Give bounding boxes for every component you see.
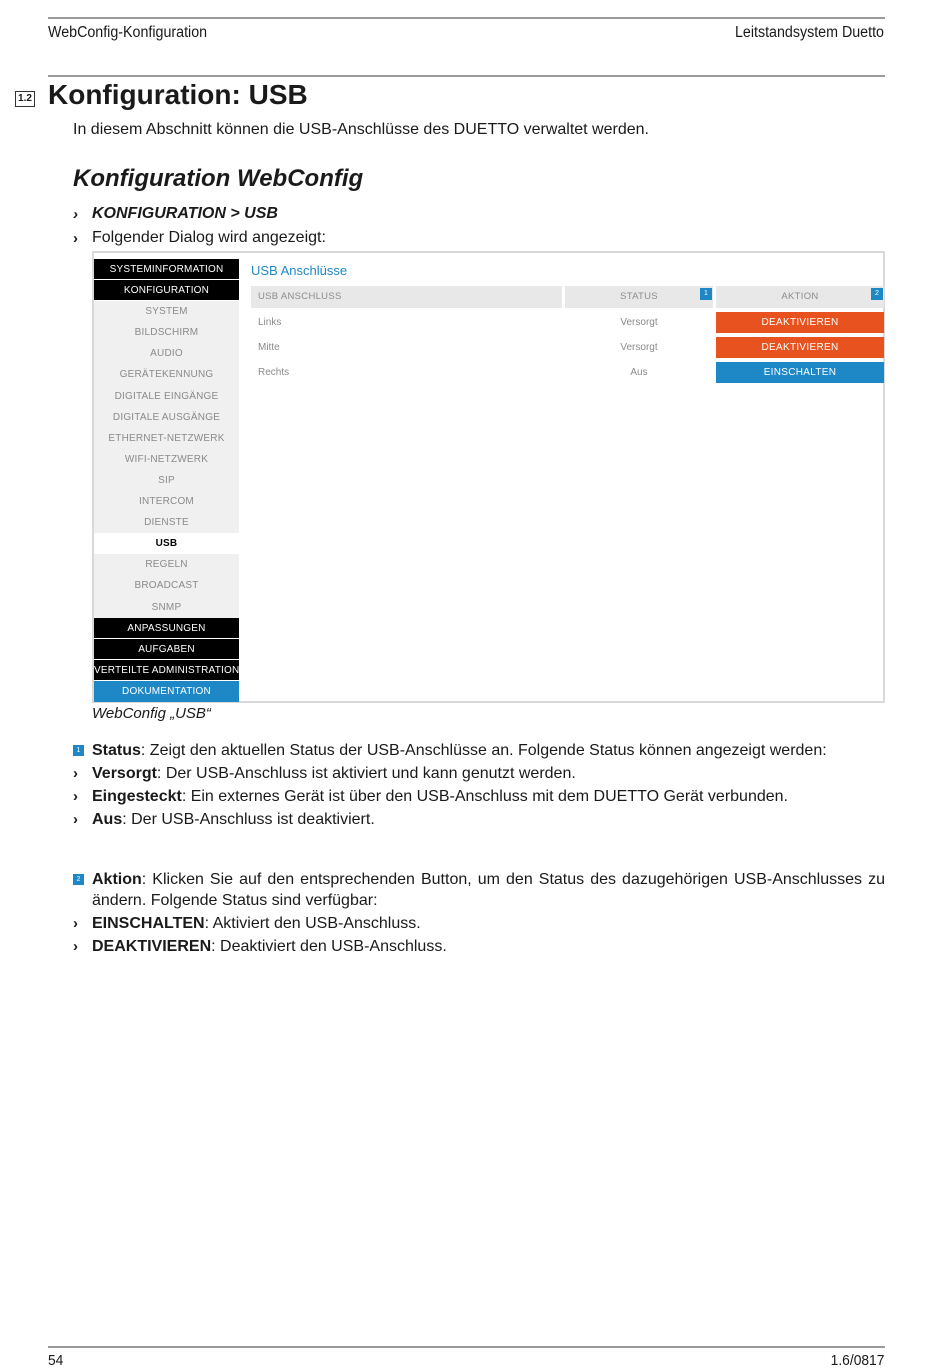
action-list (73, 913, 885, 957)
header-left: WebConfig-Konfiguration (48, 24, 208, 41)
list-item-desc: : Der USB-Anschluss ist deaktiviert. (122, 811, 375, 828)
usb-port-status: Versorgt (620, 317, 658, 328)
usb-table-body (251, 312, 884, 387)
list-item-desc: : Der USB-Anschluss ist aktiviert und kann genutzt werden. (156, 765, 576, 782)
list-item-term: EINSCHALTEN (92, 915, 205, 932)
sidebar-item-anpassungen[interactable]: ANPASSUNGEN (94, 618, 239, 639)
callout-badge-action: 2 (73, 874, 84, 885)
usb-port-status: Aus (630, 367, 648, 378)
usb-table (251, 286, 884, 387)
column-header-status: STATUS (565, 286, 713, 308)
document-version: 1.6/0817 (830, 1352, 884, 1369)
list-item-term: DEAKTIVIEREN (92, 938, 212, 955)
list-item-text (92, 936, 447, 957)
list-item-term: Eingesteckt (92, 788, 182, 805)
header-right: Leitstandsystem Duetto (734, 24, 884, 41)
sidebar-item-verteilte-administration[interactable]: VERTEILTE ADMINISTRATION (94, 660, 239, 681)
note-body: : Klicken Sie auf den entsprechenden Button, um den Status des dazugehörigen USB-Anschlusses zu ändern. Folgende Status sind verfügbar: (92, 871, 885, 909)
sidebar-item-digitale-ausgänge[interactable]: DIGITALE AUSGÄNGE (94, 407, 239, 428)
list-item-text (92, 809, 375, 830)
section-title: Konfiguration: USB (48, 79, 308, 110)
list-item-text (92, 913, 421, 934)
deaktivieren-button[interactable]: DEAKTIVIEREN (716, 337, 884, 358)
sidebar-item-audio[interactable]: AUDIO (94, 343, 239, 364)
usb-port-name: Links (258, 317, 282, 328)
step-navigation (73, 205, 278, 223)
chevron-right-icon: › (73, 788, 78, 805)
list-item (73, 809, 885, 830)
usb-port-name: Mitte (258, 342, 280, 353)
section-number: 1.2 (15, 91, 35, 107)
usb-port-name: Rechts (258, 367, 290, 378)
sidebar-item-sip[interactable]: SIP (94, 470, 239, 491)
note-action (73, 869, 885, 957)
usb-panel-title: USB Anschlüsse (251, 263, 348, 278)
note-body: : Zeigt den aktuellen Status der USB-Anschlüsse an. Folgende Status können angezeigt werden: (140, 742, 827, 759)
table-row (251, 312, 884, 337)
list-item-term: Versorgt (92, 765, 157, 782)
note-term: Status (92, 742, 141, 759)
sidebar-item-wifi-netzwerk[interactable]: WIFI-NETZWERK (94, 449, 239, 470)
list-item (73, 786, 885, 807)
usb-port-status: Versorgt (620, 342, 658, 353)
figure-caption: WebConfig „USB“ (92, 705, 211, 722)
webconfig-screenshot (92, 251, 885, 703)
list-item-term: Aus (92, 811, 123, 828)
status-list (73, 763, 885, 830)
sidebar-item-usb[interactable]: USB (94, 533, 239, 554)
note-action-text (92, 869, 885, 911)
footer-rule (48, 1346, 885, 1348)
list-item (73, 913, 885, 934)
sidebar-item-broadcast[interactable]: BROADCAST (94, 575, 239, 596)
chevron-right-icon: › (73, 811, 78, 828)
header-bottom-rule (48, 75, 885, 77)
note-status (73, 740, 885, 830)
sidebar-item-regeln[interactable]: REGELN (94, 554, 239, 575)
webconfig-content (251, 263, 883, 378)
usb-table-header (251, 286, 884, 308)
sidebar-item-digitale-eingänge[interactable]: DIGITALE EINGÄNGE (94, 386, 239, 407)
chevron-right-icon: › (73, 205, 78, 223)
sidebar-item-system[interactable]: SYSTEM (94, 301, 239, 322)
einschalten-button[interactable]: EINSCHALTEN (716, 362, 884, 383)
step-label: Folgender Dialog wird angezeigt: (92, 229, 326, 246)
deaktivieren-button[interactable]: DEAKTIVIEREN (716, 312, 884, 333)
list-item-text (92, 786, 788, 807)
chevron-right-icon: › (73, 938, 78, 955)
page-number: 54 (48, 1352, 64, 1369)
subsection-title: Konfiguration WebConfig (73, 165, 364, 192)
table-row (251, 337, 884, 362)
list-item-text (92, 763, 576, 784)
callout-badge-action: 2 (871, 288, 883, 300)
webconfig-sidebar (94, 259, 239, 702)
sidebar-item-ethernet-netzwerk[interactable]: ETHERNET-NETZWERK (94, 428, 239, 449)
sidebar-item-dokumentation[interactable]: DOKUMENTATION (94, 681, 239, 702)
sidebar-item-intercom[interactable]: INTERCOM (94, 491, 239, 512)
step-dialog (73, 229, 326, 247)
header-top-rule (48, 17, 885, 19)
section-intro: In diesem Abschnitt können die USB-Anschlüsse des DUETTO verwaltet werden. (73, 121, 649, 138)
list-item-desc: : Aktiviert den USB-Anschluss. (204, 915, 421, 932)
chevron-right-icon: › (73, 765, 78, 782)
table-row (251, 362, 884, 387)
callout-badge-status: 1 (700, 288, 712, 300)
sidebar-item-dienste[interactable]: DIENSTE (94, 512, 239, 533)
sidebar-item-gerätekennung[interactable]: GERÄTEKENNUNG (94, 364, 239, 385)
column-header-action: AKTION (716, 286, 884, 308)
sidebar-item-bildschirm[interactable]: BILDSCHIRM (94, 322, 239, 343)
note-term: Aktion (92, 871, 142, 888)
sidebar-item-snmp[interactable]: SNMP (94, 597, 239, 618)
callout-badge-status: 1 (73, 745, 84, 756)
list-item (73, 936, 885, 957)
list-item-desc: : Ein externes Gerät ist über den USB-Anschluss mit dem DUETTO Gerät verbunden. (181, 788, 788, 805)
note-status-text (92, 740, 885, 761)
column-header-port: USB ANSCHLUSS (251, 286, 562, 308)
sidebar-item-aufgaben[interactable]: AUFGABEN (94, 639, 239, 660)
step-label: KONFIGURATION > USB (92, 205, 278, 222)
list-item (73, 763, 885, 784)
chevron-right-icon: › (73, 229, 78, 247)
sidebar-item-systeminformation[interactable]: SYSTEMINFORMATION (94, 259, 239, 280)
sidebar-item-konfiguration[interactable]: KONFIGURATION (94, 280, 239, 301)
list-item-desc: : Deaktiviert den USB-Anschluss. (211, 938, 447, 955)
chevron-right-icon: › (73, 915, 78, 932)
